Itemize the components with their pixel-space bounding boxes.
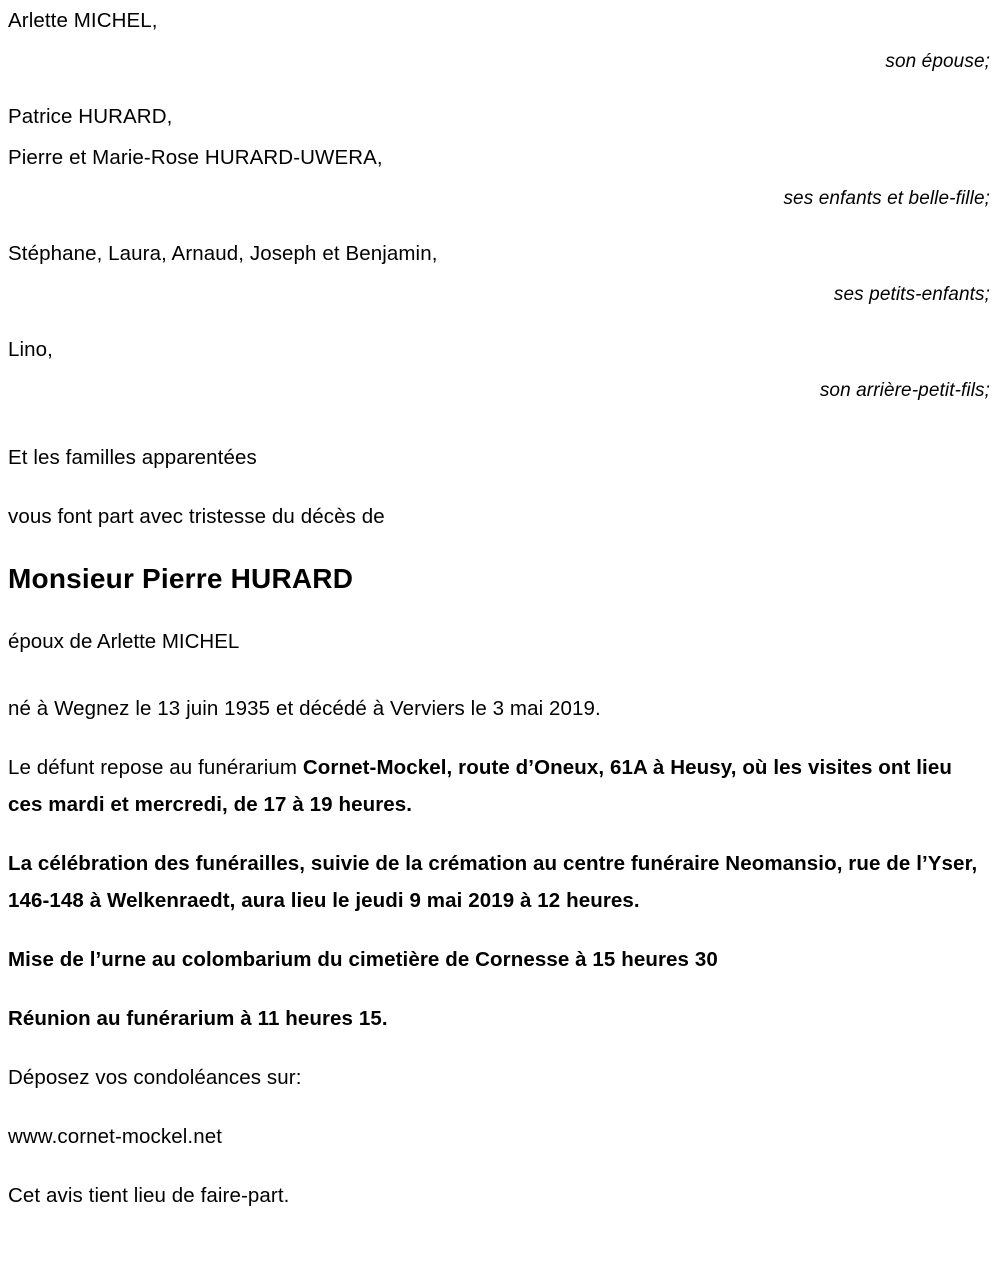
survivors-section [0, 0, 1000, 411]
relation-label-grandchildren [720, 274, 990, 315]
spacer [8, 660, 990, 690]
relation-label-great-grandson [720, 370, 990, 411]
spacer [8, 535, 990, 561]
relation-label-text: son arrière-petit-fils; [819, 380, 990, 401]
survivor-names [8, 233, 438, 274]
announcement-body [0, 439, 1000, 1214]
condolences-prompt: Déposez vos condoléances sur: [8, 1066, 302, 1089]
funeral-home-lead: Le défunt repose au funérarium [8, 756, 303, 779]
survivor-group-children [8, 96, 990, 219]
survivor-name: Stéphane, Laura, Arnaud, Joseph et Benjamin, [8, 242, 438, 265]
condolences-website[interactable]: www.cornet-mockel.net [8, 1125, 223, 1148]
relation-label-text: son épouse; [885, 51, 990, 72]
survivor-group-grandchildren [8, 233, 990, 315]
relation-label-spouse [720, 41, 990, 82]
survivor-name: Lino, [8, 338, 53, 361]
survivor-group-spouse [8, 0, 990, 82]
relation-label-text: ses enfants et belle-fille; [783, 188, 990, 209]
relation-label-children [720, 178, 990, 219]
life-dates-line: né à Wegnez le 13 juin 1935 et décédé à Verviers le 3 mai 2019. [8, 697, 601, 720]
related-families-line: Et les familles apparentées [8, 446, 257, 469]
spacer [8, 219, 990, 233]
deceased-spouse-line: époux de Arlette MICHEL [8, 630, 240, 653]
survivor-name: Arlette MICHEL, [8, 9, 158, 32]
ceremony-paragraph: La célébration des funérailles, suivie de la crémation au centre funéraire Neomansio, rue de l’Yser, 146-148 à Welkenraedt, aura lieu le jeudi 9 mai 2019 à 12 heures. [8, 852, 978, 912]
funeral-home-detail: Cornet-Mockel, route d’Oneux, 61A à Heusy, où les visites ont lieu ces mardi et mercredi, de 17 à 19 heures. [8, 756, 952, 816]
urn-placement-paragraph: Mise de l’urne au colombarium du cimetière de Cornesse à 15 heures 30 [8, 948, 718, 971]
survivor-names [8, 0, 158, 41]
survivor-name: Pierre et Marie-Rose HURARD-UWERA, [8, 146, 383, 169]
survivor-group-great-grandson [8, 329, 990, 411]
notice-footer: Cet avis tient lieu de faire-part. [8, 1184, 290, 1207]
spacer [8, 315, 990, 329]
survivor-name: Patrice HURARD, [8, 105, 173, 128]
announcement-intro: vous font part avec tristesse du décès de [8, 505, 385, 528]
spacer [0, 411, 1000, 439]
survivor-names [8, 96, 383, 178]
gathering-paragraph: Réunion au funérarium à 11 heures 15. [8, 1007, 388, 1030]
relation-label-text: ses petits-enfants; [833, 284, 990, 305]
survivor-names [8, 329, 53, 370]
spacer [8, 597, 990, 623]
deceased-name: Monsieur Pierre HURARD [8, 563, 354, 594]
funeral-home-paragraph [8, 749, 990, 823]
spacer [8, 82, 990, 96]
